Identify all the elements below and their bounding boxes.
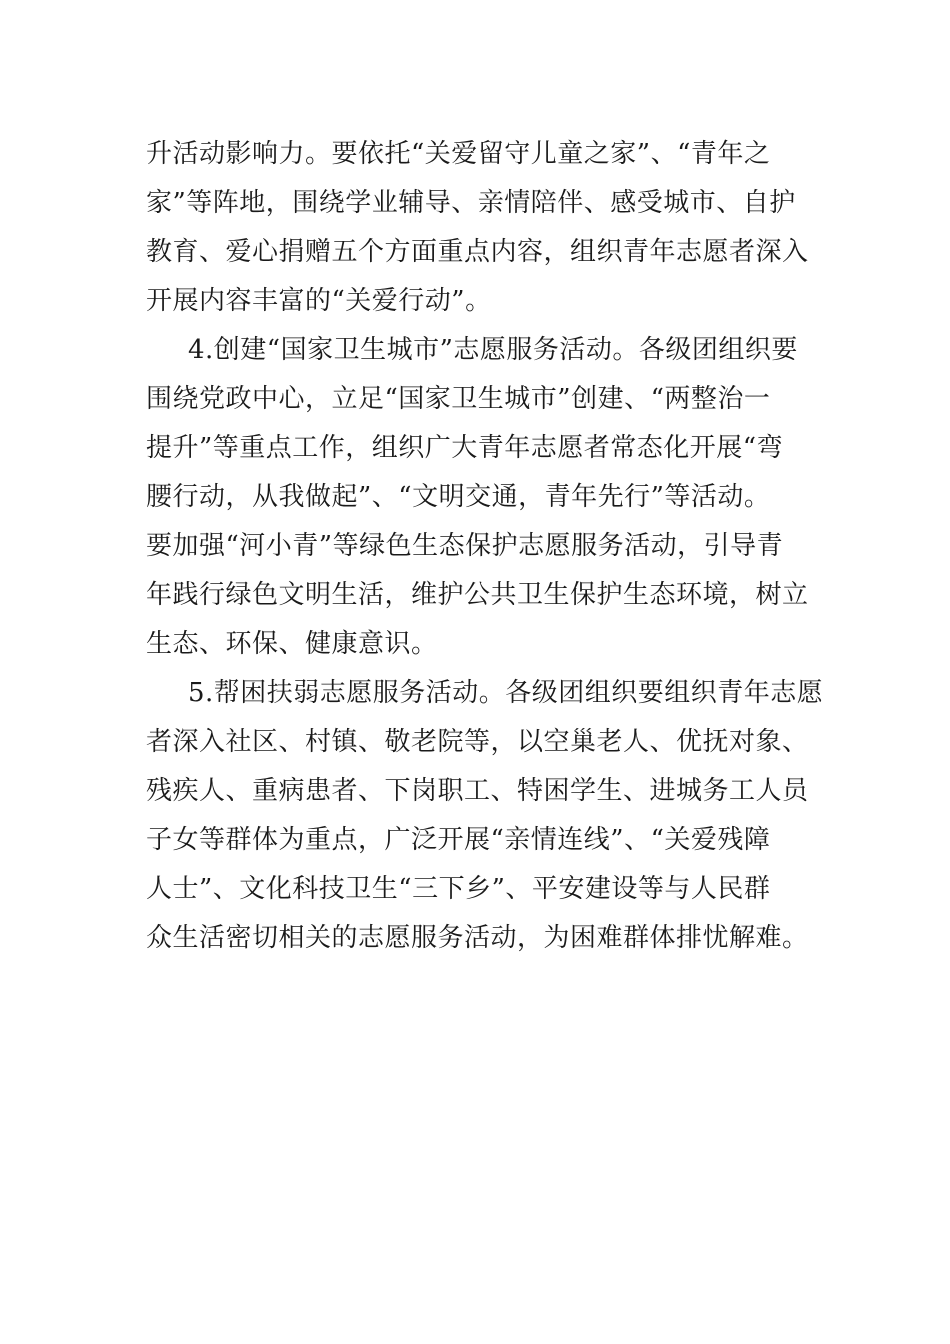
text-line: 开展内容丰富的“关爱行动”。: [146, 286, 492, 316]
document-body: [146, 130, 824, 963]
text-line: 者深入社区、村镇、敬老院等，以空巢老人、优抚对象、: [146, 727, 809, 757]
text-line: 围绕党政中心，立足“国家卫生城市”创建、“两整治一: [146, 384, 771, 414]
text-line: 教育、爱心捐赠五个方面重点内容，组织青年志愿者深入: [146, 237, 809, 267]
text-line: 家”等阵地，围绕学业辅导、亲情陪伴、感受城市、自护: [146, 188, 796, 218]
text-line: 升活动影响力。要依托“关爱留守儿童之家”、“青年之: [146, 139, 771, 169]
text-line: 腰行动，从我做起”、“文明交通，青年先行”等活动。: [146, 482, 771, 512]
text-line-first: 4.创建“国家卫生城市”志愿服务活动。各级团组织要: [188, 335, 798, 365]
text-line: 提升”等重点工作，组织广大青年志愿者常态化开展“弯: [146, 433, 784, 463]
text-line: 要加强“河小青”等绿色生态保护志愿服务活动，引导青: [146, 531, 784, 561]
paragraph-item-4-health-city: [146, 326, 808, 669]
text-line: 子女等群体为重点，广泛开展“亲情连线”、“关爱残障: [146, 825, 771, 855]
paragraph-item-5-assist-vulnerable: [146, 669, 824, 963]
text-line: 残疾人、重病患者、下岗职工、特困学生、进城务工人员: [146, 776, 809, 806]
text-line: 年践行绿色文明生活，维护公共卫生保护生态环境，树立: [146, 580, 809, 610]
text-line: 众生活密切相关的志愿服务活动，为困难群体排忧解难。: [146, 923, 809, 953]
text-line-first: 5.帮困扶弱志愿服务活动。各级团组织要组织青年志愿: [188, 678, 824, 708]
paragraph-continued-activity-influence: [146, 130, 808, 326]
text-line: 人士”、文化科技卫生“三下乡”、平安建设等与人民群: [146, 874, 771, 904]
text-line: 生态、环保、健康意识。: [146, 629, 438, 659]
